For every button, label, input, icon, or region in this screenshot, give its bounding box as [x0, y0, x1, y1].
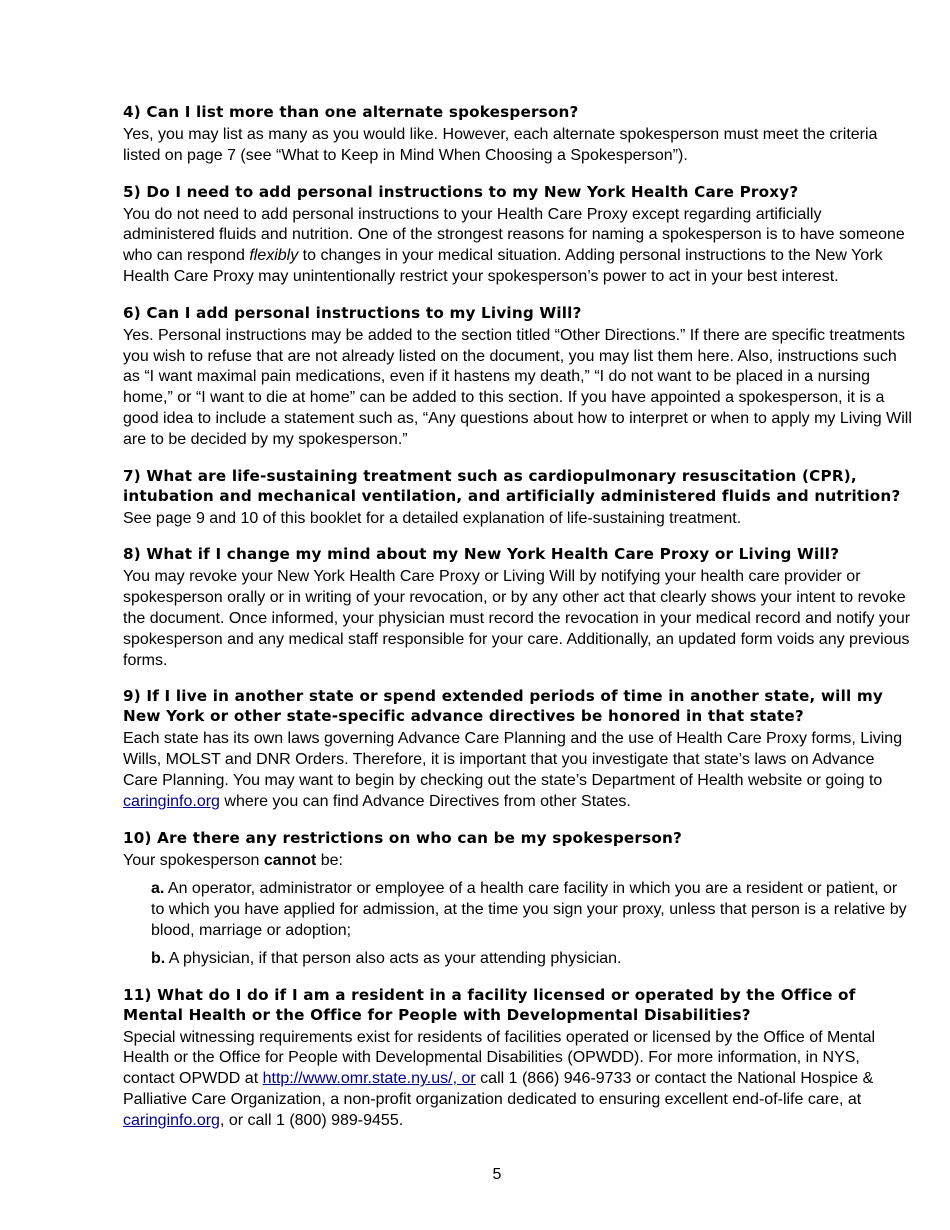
- answer-text-part: You do not need to add personal instructions to your Health Care Proxy except regarding artificially administered fluids and nutrition. One of the strongest reasons for naming a spokesperson is to have someone who can respond: [123, 205, 905, 265]
- answer-text-part: Your spokesperson: [123, 851, 264, 869]
- question-heading: 11) What do I do if I am a resident in a facility licensed or operated by the Office of Mental Health or the Office for People with Developmental Disabilities?: [123, 985, 856, 1024]
- question-heading: 7) What are life-sustaining treatment such as cardiopulmonary resuscitation (CPR), intubation and mechanical ventilation, and artificially administered fluids and nutrition?: [123, 466, 901, 505]
- list-item-text: A physician, if that person also acts as your attending physician.: [165, 949, 622, 967]
- list-marker: a.: [151, 880, 165, 898]
- faq-item-6: [123, 303, 913, 451]
- faq-item-7: [123, 466, 913, 530]
- faq-item-8: [123, 544, 913, 671]
- answer-text-part: , or call 1 (800) 989-9455.: [219, 1111, 404, 1129]
- answer-text-part: Special witnessing requirements exist for residents of facilities operated or licensed by the Office of Mental Health or the Office for People with Developmental Disabilities (OPWDD). For more information, in NYS, contact OPWDD at: [123, 1028, 876, 1088]
- document-page: [123, 102, 913, 1142]
- question-heading: 9) If I live in another state or spend extended periods of time in another state, will my New York or other state-specific advance directives be honored in that state?: [123, 687, 884, 726]
- answer-text-part: where you can find Advance Directives from other States.: [219, 792, 631, 810]
- faq-item-9: [123, 686, 913, 812]
- faq-item-5: [123, 182, 913, 288]
- answer-emphasis: flexibly: [249, 247, 299, 265]
- caringinfo-link[interactable]: caringinfo.org: [123, 792, 220, 810]
- answer-text: See page 9 and 10 of this booklet for a detailed explanation of life-sustaining treatment.: [123, 509, 742, 527]
- restriction-list: [151, 879, 913, 969]
- answer-text-part: to changes in your medical situation. Adding personal instructions to the New York Health Care Proxy may unintentionally restrict your spokesperson’s power to act in your best interest.: [123, 247, 883, 285]
- answer-text: Yes, you may list as many as you would like. However, each alternate spokesperson must meet the criteria listed on page 7 (see “What to Keep in Mind When Choosing a Spokesperson”).: [123, 126, 878, 164]
- answer-text-part: call 1 (866) 946-9733 or contact the National Hospice & Palliative Care Organization, a non-profit organization dedicated to ensuring excellent end-of-life care, at: [123, 1070, 874, 1108]
- answer-text: [123, 729, 913, 812]
- opwdd-link[interactable]: http://www.omr.state.ny.us/, or: [262, 1070, 476, 1088]
- answer-text-part: be:: [316, 851, 343, 869]
- faq-item-4: [123, 102, 913, 167]
- question-heading: 6) Can I add personal instructions to my Living Will?: [123, 303, 582, 322]
- page-number: 5: [492, 1166, 502, 1183]
- answer-text-part: Each state has its own laws governing Advance Care Planning and the use of Health Care Proxy forms, Living Wills, MOLST and DNR Orders. Therefore, it is important that you investigate that state’s laws on Advance Care Planning. You may want to begin by checking out the state’s Department of Health website or going to: [123, 730, 903, 789]
- faq-item-11: [123, 985, 913, 1132]
- list-marker: b.: [151, 949, 166, 967]
- faq-item-10: [123, 828, 913, 970]
- answer-text: [123, 1028, 913, 1132]
- list-item-text: An operator, administrator or employee of a health care facility in which you are a resident or patient, or to which you have applied for admission, at the time you sign your proxy, unless that person is a relative by blood, marriage or adoption;: [151, 880, 907, 939]
- list-item: [151, 949, 913, 970]
- question-heading: 8) What if I change my mind about my New York Health Care Proxy or Living Will?: [123, 545, 840, 564]
- question-heading: 10) Are there any restrictions on who can be my spokesperson?: [123, 828, 682, 847]
- caringinfo-link[interactable]: caringinfo.org: [123, 1111, 220, 1129]
- answer-bold: cannot: [263, 851, 317, 869]
- answer-text: You may revoke your New York Health Care Proxy or Living Will by notifying your health care provider or spokesperson orally or in writing of your revocation, or by any other act that clearly shows your intent to revoke the document. Once informed, your physician must record the revocation in your medical record and notify your spokesperson and any medical staff responsible for your care. Additionally, an updated form voids any previous forms.: [123, 568, 911, 669]
- answer-text: [123, 205, 913, 288]
- answer-text: Yes. Personal instructions may be added to the section titled “Other Directions.” If there are specific treatments you wish to refuse that are not already listed on the document, you may list them here. Also, instructions such as “I want maximal pain medications, even if it hastens my death,” “I do not want to be placed in a nursing home,” or “I want to die at home” can be added to this section. If you have appointed a spokesperson, it is a good idea to include a statement such as, “Any questions about how to interpret or when to apply my Living Will are to be decided by my spokesperson.”: [123, 326, 912, 448]
- list-item: [151, 879, 913, 941]
- question-heading: 4) Can I list more than one alternate spokesperson?: [123, 103, 579, 121]
- answer-text: [123, 851, 913, 872]
- question-heading: 5) Do I need to add personal instructions to my New York Health Care Proxy?: [123, 182, 799, 201]
